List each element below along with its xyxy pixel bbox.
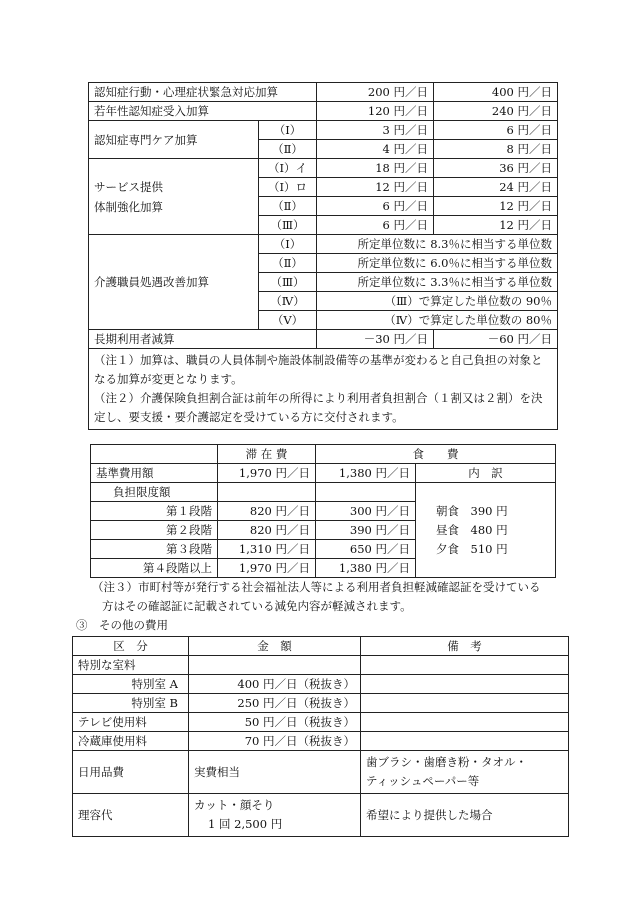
amount <box>189 656 361 675</box>
header-stay: 滞 在 費 <box>218 445 316 464</box>
fee-1: 18 円／日 <box>317 159 434 178</box>
header-category: 区 分 <box>73 637 189 656</box>
stay-fee: 1,970 円／日 <box>218 559 316 578</box>
remark <box>361 713 569 732</box>
stay-fee: 820 円／日 <box>218 502 316 521</box>
sub-label: （Ⅱ） <box>259 140 317 159</box>
remark: 希望により提供した場合 <box>361 794 569 837</box>
addition-fee-table <box>88 82 558 430</box>
remark <box>361 694 569 713</box>
amount: 50 円／日（税抜き） <box>189 713 361 732</box>
row-label-line: サービス提供 <box>94 179 163 194</box>
fee-2: 240 円／日 <box>434 102 558 121</box>
row-label: 認知症行動・心理症状緊急対応加算 <box>89 83 317 102</box>
amount: 70 円／日（税抜き） <box>189 732 361 751</box>
fee-2: 12 円／日 <box>434 216 558 235</box>
table-row <box>91 483 556 502</box>
table-row <box>89 121 558 140</box>
food-fee: 1,380 円／日 <box>316 559 416 578</box>
fee-1: 120 円／日 <box>317 102 434 121</box>
row-label: 特別室 B <box>73 694 189 713</box>
row-label: 特別室 A <box>73 675 189 694</box>
meal-dinner: 夕食 510 円 <box>436 541 508 556</box>
row-label: 若年性認知症受入加算 <box>89 102 317 121</box>
table-row <box>73 675 569 694</box>
amount <box>189 794 361 837</box>
table-row <box>73 751 569 794</box>
table-row <box>73 732 569 751</box>
section-title: ③ その他の費用 <box>76 618 168 632</box>
header-amount: 金 額 <box>189 637 361 656</box>
amount: 400 円／日（税抜き） <box>189 675 361 694</box>
level-label: 第２段階 <box>91 521 218 540</box>
stay-food-table <box>90 444 556 578</box>
fee-1: 12 円／日 <box>317 178 434 197</box>
sub-label: （Ⅱ） <box>259 254 317 273</box>
other-fees-table <box>72 636 569 837</box>
table-row <box>89 102 558 121</box>
fee-2: 6 円／日 <box>434 121 558 140</box>
row-label: 特別な室料 <box>73 656 189 675</box>
food-fee: 1,380 円／日 <box>316 464 416 483</box>
stay-fee: 820 円／日 <box>218 521 316 540</box>
meal-breakfast: 朝食 390 円 <box>436 503 508 518</box>
notes-cell <box>89 349 558 430</box>
note-2: （注２）介護保険負担割合証は前年の所得により利用者負担割合（１割又は２割）を決定し、要支援・要介護認定を受けている方に交付されます。 <box>94 391 543 424</box>
fee-2: 400 円／日 <box>434 83 558 102</box>
row-label: 長期利用者減算 <box>89 330 317 349</box>
sub-label: （Ⅰ） <box>259 121 317 140</box>
level-label: 第４段階以上 <box>91 559 218 578</box>
row-label: 負担限度額 <box>91 483 218 502</box>
stay-fee: 1,970 円／日 <box>218 464 316 483</box>
sub-label: （Ⅲ） <box>259 216 317 235</box>
row-label: 認知症専門ケア加算 <box>89 121 259 159</box>
rate-text: （Ⅲ）で算定した単位数の 90％ <box>317 292 558 311</box>
header-remarks: 備 考 <box>361 637 569 656</box>
fee-1: 6 円／日 <box>317 216 434 235</box>
fee-2: 8 円／日 <box>434 140 558 159</box>
amount: 250 円／日（税抜き） <box>189 694 361 713</box>
fee-1: －30 円／日 <box>317 330 434 349</box>
table-row <box>73 656 569 675</box>
sub-label: （Ⅲ） <box>259 273 317 292</box>
remark <box>361 732 569 751</box>
row-label: 基準費用額 <box>91 464 218 483</box>
amount-line: 1 回 2,500 円 <box>208 817 283 831</box>
fee-1: 4 円／日 <box>317 140 434 159</box>
header-empty <box>91 445 218 464</box>
empty-cell <box>218 483 316 502</box>
sub-label: （Ⅴ） <box>259 311 317 330</box>
table-row <box>91 464 556 483</box>
fee-2: －60 円／日 <box>434 330 558 349</box>
remark <box>361 675 569 694</box>
rate-text: 所定単位数に 3.3％に相当する単位数 <box>317 273 558 292</box>
notes-row <box>89 349 558 430</box>
header-food: 食 費 <box>316 445 556 464</box>
fee-2: 36 円／日 <box>434 159 558 178</box>
fee-1: 3 円／日 <box>317 121 434 140</box>
food-fee: 300 円／日 <box>316 502 416 521</box>
header-row <box>91 445 556 464</box>
rate-text: 所定単位数に 6.0％に相当する単位数 <box>317 254 558 273</box>
note-3-line-2: 方はその確認証に記載されている減免内容が軽減されます。 <box>102 599 412 613</box>
sub-label: （Ⅱ） <box>259 197 317 216</box>
table-row <box>89 83 558 102</box>
empty-cell <box>316 483 416 502</box>
table-row <box>89 330 558 349</box>
row-label: 日用品費 <box>73 751 189 794</box>
meal-breakdown <box>416 483 556 578</box>
sub-label: （Ⅰ）ロ <box>259 178 317 197</box>
meal-lunch: 昼食 480 円 <box>436 522 508 537</box>
amount-line: カット・顔そり <box>194 798 275 812</box>
note-3-line-1: （注３）市町村等が発行する社会福祉法人等による利用者負担軽減確認証を受けている <box>92 580 541 594</box>
remark-line: ティッシュペーパー等 <box>366 774 480 788</box>
remark <box>361 751 569 794</box>
fee-2: 12 円／日 <box>434 197 558 216</box>
fee-2: 24 円／日 <box>434 178 558 197</box>
fee-1: 6 円／日 <box>317 197 434 216</box>
table-row <box>73 794 569 837</box>
table-row <box>89 159 558 178</box>
row-label: 理容代 <box>73 794 189 837</box>
food-fee: 650 円／日 <box>316 540 416 559</box>
rate-text: （Ⅳ）で算定した単位数の 80％ <box>317 311 558 330</box>
row-label <box>89 159 259 235</box>
food-fee: 390 円／日 <box>316 521 416 540</box>
table-row <box>73 694 569 713</box>
remark <box>361 656 569 675</box>
table-row <box>89 235 558 254</box>
rate-text: 所定単位数に 8.3％に相当する単位数 <box>317 235 558 254</box>
sub-label: （Ⅰ） <box>259 235 317 254</box>
header-row <box>73 637 569 656</box>
row-label: 介護職員処遇改善加算 <box>89 235 259 330</box>
sub-label: （Ⅳ） <box>259 292 317 311</box>
level-label: 第１段階 <box>91 502 218 521</box>
row-label-line: 体制強化加算 <box>94 199 163 214</box>
breakdown-label: 内 訳 <box>416 464 556 483</box>
row-label: テレビ使用料 <box>73 713 189 732</box>
fee-1: 200 円／日 <box>317 83 434 102</box>
remark-line: 歯ブラシ・歯磨き粉・タオル・ <box>366 755 527 769</box>
amount: 実費相当 <box>189 751 361 794</box>
row-label: 冷蔵庫使用料 <box>73 732 189 751</box>
note-1: （注１）加算は、職員の人員体制や施設体制設備等の基準が変わると自己負担の対象となる加算が変更となります。 <box>94 353 543 386</box>
stay-fee: 1,310 円／日 <box>218 540 316 559</box>
table-row <box>73 713 569 732</box>
sub-label: （Ⅰ）イ <box>259 159 317 178</box>
level-label: 第３段階 <box>91 540 218 559</box>
